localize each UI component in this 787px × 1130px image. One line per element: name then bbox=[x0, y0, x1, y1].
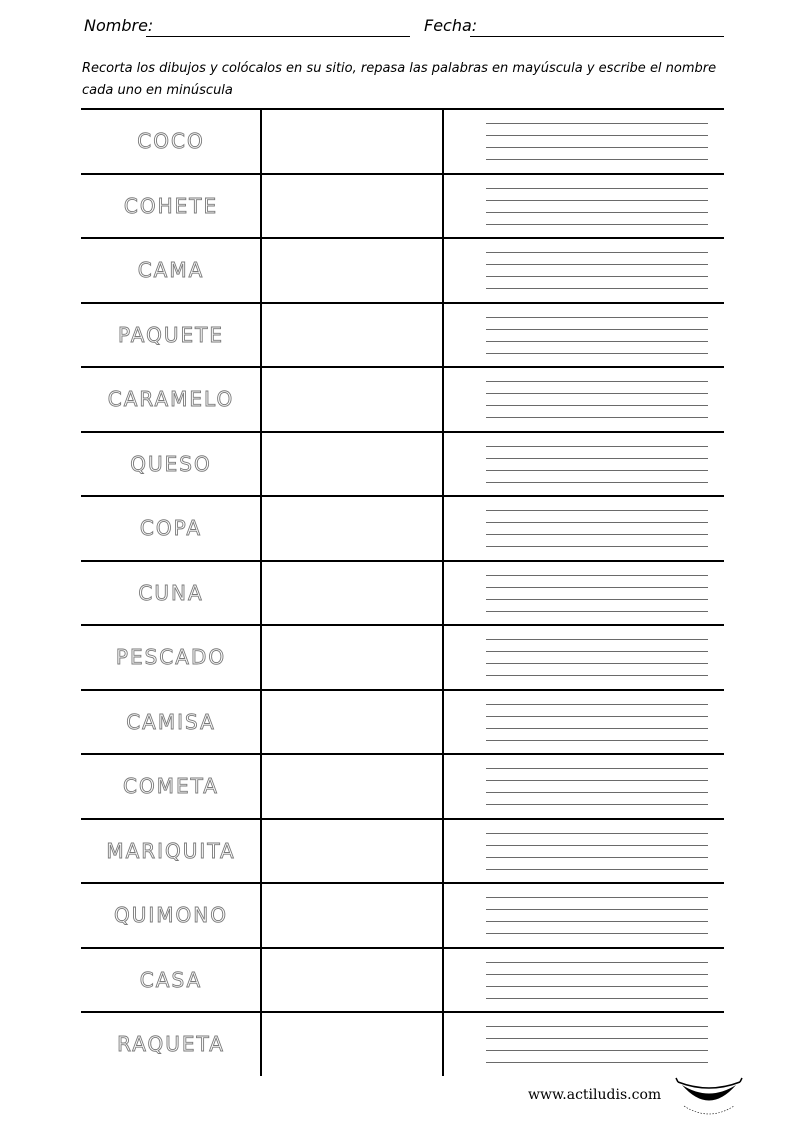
writing-lines[interactable] bbox=[486, 446, 708, 486]
trace-word: RAQUETA bbox=[117, 1032, 225, 1057]
table-row bbox=[81, 882, 724, 947]
picture-slot[interactable] bbox=[262, 368, 442, 431]
trace-word: MARIQUITA bbox=[106, 838, 236, 863]
writing-lines[interactable] bbox=[486, 510, 708, 550]
picture-slot[interactable] bbox=[262, 239, 442, 302]
table-row bbox=[81, 302, 724, 367]
table-row bbox=[81, 1011, 724, 1076]
picture-slot[interactable] bbox=[262, 884, 442, 947]
trace-word: PESCADO bbox=[115, 645, 227, 670]
date-label: Fecha: bbox=[424, 16, 478, 35]
table-row bbox=[81, 495, 724, 560]
worksheet-header bbox=[84, 12, 724, 42]
trace-word: CUNA bbox=[138, 580, 204, 605]
name-field-line[interactable] bbox=[146, 36, 410, 37]
writing-lines[interactable] bbox=[486, 381, 708, 421]
trace-word: COPA bbox=[139, 516, 203, 541]
picture-slot[interactable] bbox=[262, 497, 442, 560]
picture-slot[interactable] bbox=[262, 1013, 442, 1076]
writing-lines[interactable] bbox=[486, 962, 708, 1002]
table-row bbox=[81, 173, 724, 238]
trace-word: CAMISA bbox=[126, 709, 216, 734]
writing-lines[interactable] bbox=[486, 768, 708, 808]
name-label: Nombre: bbox=[84, 16, 154, 35]
table-row bbox=[81, 108, 724, 173]
picture-slot[interactable] bbox=[262, 175, 442, 238]
table-row bbox=[81, 560, 724, 625]
trace-word: COHETE bbox=[123, 193, 219, 218]
date-field-line[interactable] bbox=[470, 36, 724, 37]
picture-slot[interactable] bbox=[262, 304, 442, 367]
table-row bbox=[81, 624, 724, 689]
picture-slot[interactable] bbox=[262, 433, 442, 496]
actiludis-smile-logo-icon bbox=[674, 1076, 744, 1120]
writing-lines[interactable] bbox=[486, 575, 708, 615]
table-row bbox=[81, 753, 724, 818]
column-divider-1 bbox=[260, 108, 262, 1076]
picture-slot[interactable] bbox=[262, 110, 442, 173]
writing-lines[interactable] bbox=[486, 317, 708, 357]
picture-slot[interactable] bbox=[262, 820, 442, 883]
writing-lines[interactable] bbox=[486, 123, 708, 163]
trace-word: QUIMONO bbox=[114, 903, 228, 928]
picture-slot[interactable] bbox=[262, 691, 442, 754]
writing-lines[interactable] bbox=[486, 1026, 708, 1066]
table-row bbox=[81, 947, 724, 1012]
writing-lines[interactable] bbox=[486, 897, 708, 937]
worksheet-table bbox=[81, 108, 724, 1076]
trace-word: PAQUETE bbox=[118, 322, 224, 347]
writing-lines[interactable] bbox=[486, 252, 708, 292]
table-row bbox=[81, 689, 724, 754]
writing-lines[interactable] bbox=[486, 704, 708, 744]
picture-slot[interactable] bbox=[262, 755, 442, 818]
trace-word: CARAMELO bbox=[107, 387, 235, 412]
trace-word: CASA bbox=[139, 967, 203, 992]
trace-word: COCO bbox=[137, 129, 205, 154]
picture-slot[interactable] bbox=[262, 949, 442, 1012]
writing-lines[interactable] bbox=[486, 833, 708, 873]
column-divider-2 bbox=[442, 108, 444, 1076]
picture-slot[interactable] bbox=[262, 562, 442, 625]
table-row bbox=[81, 366, 724, 431]
table-row bbox=[81, 237, 724, 302]
instructions-text: Recorta los dibujos y colócalos en su sitio, repasa las palabras en mayúscula y escribe el nombre cada uno en minúscula bbox=[82, 61, 717, 98]
trace-word: CAMA bbox=[137, 258, 205, 283]
trace-word: QUESO bbox=[130, 451, 212, 476]
footer-website: www.actiludis.com bbox=[528, 1087, 662, 1103]
writing-lines[interactable] bbox=[486, 188, 708, 228]
table-row bbox=[81, 818, 724, 883]
trace-word: COMETA bbox=[123, 774, 219, 799]
writing-lines[interactable] bbox=[486, 639, 708, 679]
picture-slot[interactable] bbox=[262, 626, 442, 689]
table-row bbox=[81, 431, 724, 496]
